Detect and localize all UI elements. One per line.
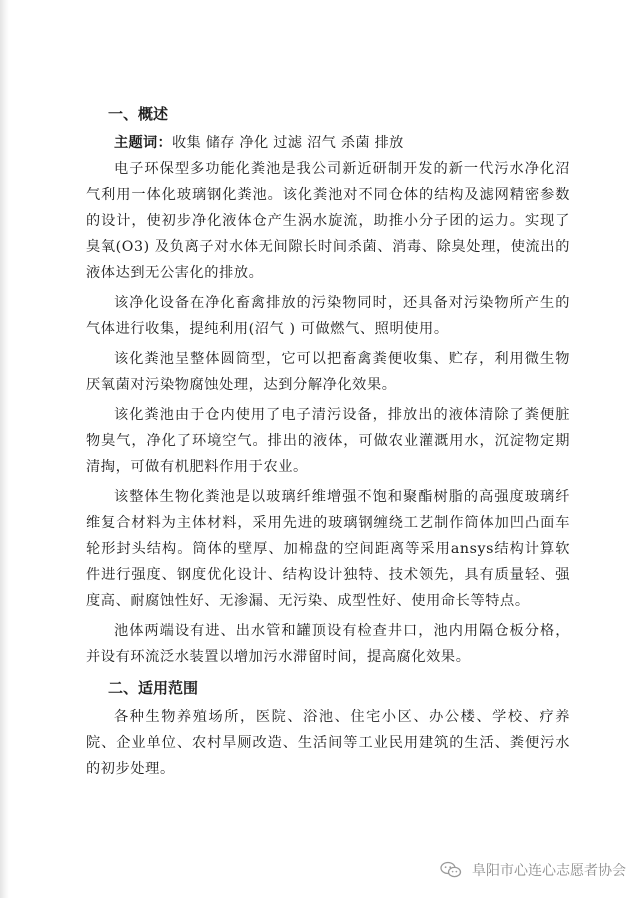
keywords-text: 收集 储存 净化 过滤 沼气 杀菌 排放 — [171, 135, 404, 151]
section-heading-overview: 一、概述 — [108, 105, 169, 123]
document-content — [86, 102, 570, 786]
keywords-line — [86, 130, 570, 156]
paragraph-electronic-cleaning: 该化粪池由于仓内使用了电子清污设备，排放出的液体清除了粪便脏物臭气，净化了环境空气。排出的液体，可做农业灌溉用水，沉淀物定期清掏，可做有机肥料作用于农业。 — [86, 407, 570, 475]
keywords-label: 主题词： — [114, 135, 172, 151]
page-edge-shadow — [0, 0, 9, 898]
paragraph-material: 该整体生物化粪池是以玻璃纤维增强不饱和聚酯树脂的高强度玻璃纤维复合材料为主体材料，采用先进的玻璃钢缠绕工艺制作筒体加凹凸面车轮形封头结构。筒体的壁厚、加棉盘的空间距离等采用ansys结构计算软件进行强度、钢度优化设计、结构设计独特、技术领先，具有质量轻、强度高、耐腐蚀性好、无渗漏、无污染、成型性好、使用命长等特点。 — [86, 489, 570, 609]
watermark — [440, 860, 626, 880]
paragraph-scope: 各种生物养殖场所，医院、浴池、住宅小区、办公楼、学校、疗养院、企业单位、农村旱厕改造、生活间等工业民用建筑的生活、粪便污水的初步处理。 — [86, 709, 570, 777]
wechat-icon — [440, 861, 462, 879]
paragraph-intro: 电子环保型多功能化粪池是我公司新近研制开发的新一代污水净化沼气利用一体化玻璃钢化粪池。该化粪池对不同仓体的结构及滤网精密参数的设计，使初步净化液体仓产生涡水旋流，助推小分子团的运力。实现了臭氧(O3) 及负离子对水体无间隙长时间杀菌、消毒、除臭处理，使流出的液体达到无公害化的排放。 — [86, 161, 570, 281]
section-heading-scope: 二、适用范围 — [108, 679, 199, 697]
paragraph-structure: 池体两端设有进、出水管和罐顶设有检查井口，池内用隔仓板分格，并设有环流泛水装置以增加污水滞留时间，提高腐化效果。 — [86, 623, 570, 665]
paragraph-gas-collection: 该净化设备在净化畜禽排放的污染物同时，还具备对污染物所产生的气体进行收集，提纯利用(沼气 ) 可做燃气、照明使用。 — [86, 295, 570, 337]
paragraph-shape: 该化粪池呈整体圆筒型，它可以把畜禽粪便收集、贮存，利用微生物厌氧菌对污染物腐蚀处理，达到分解净化效果。 — [86, 351, 570, 393]
watermark-text: 阜阳市心连心志愿者协会 — [472, 863, 626, 879]
